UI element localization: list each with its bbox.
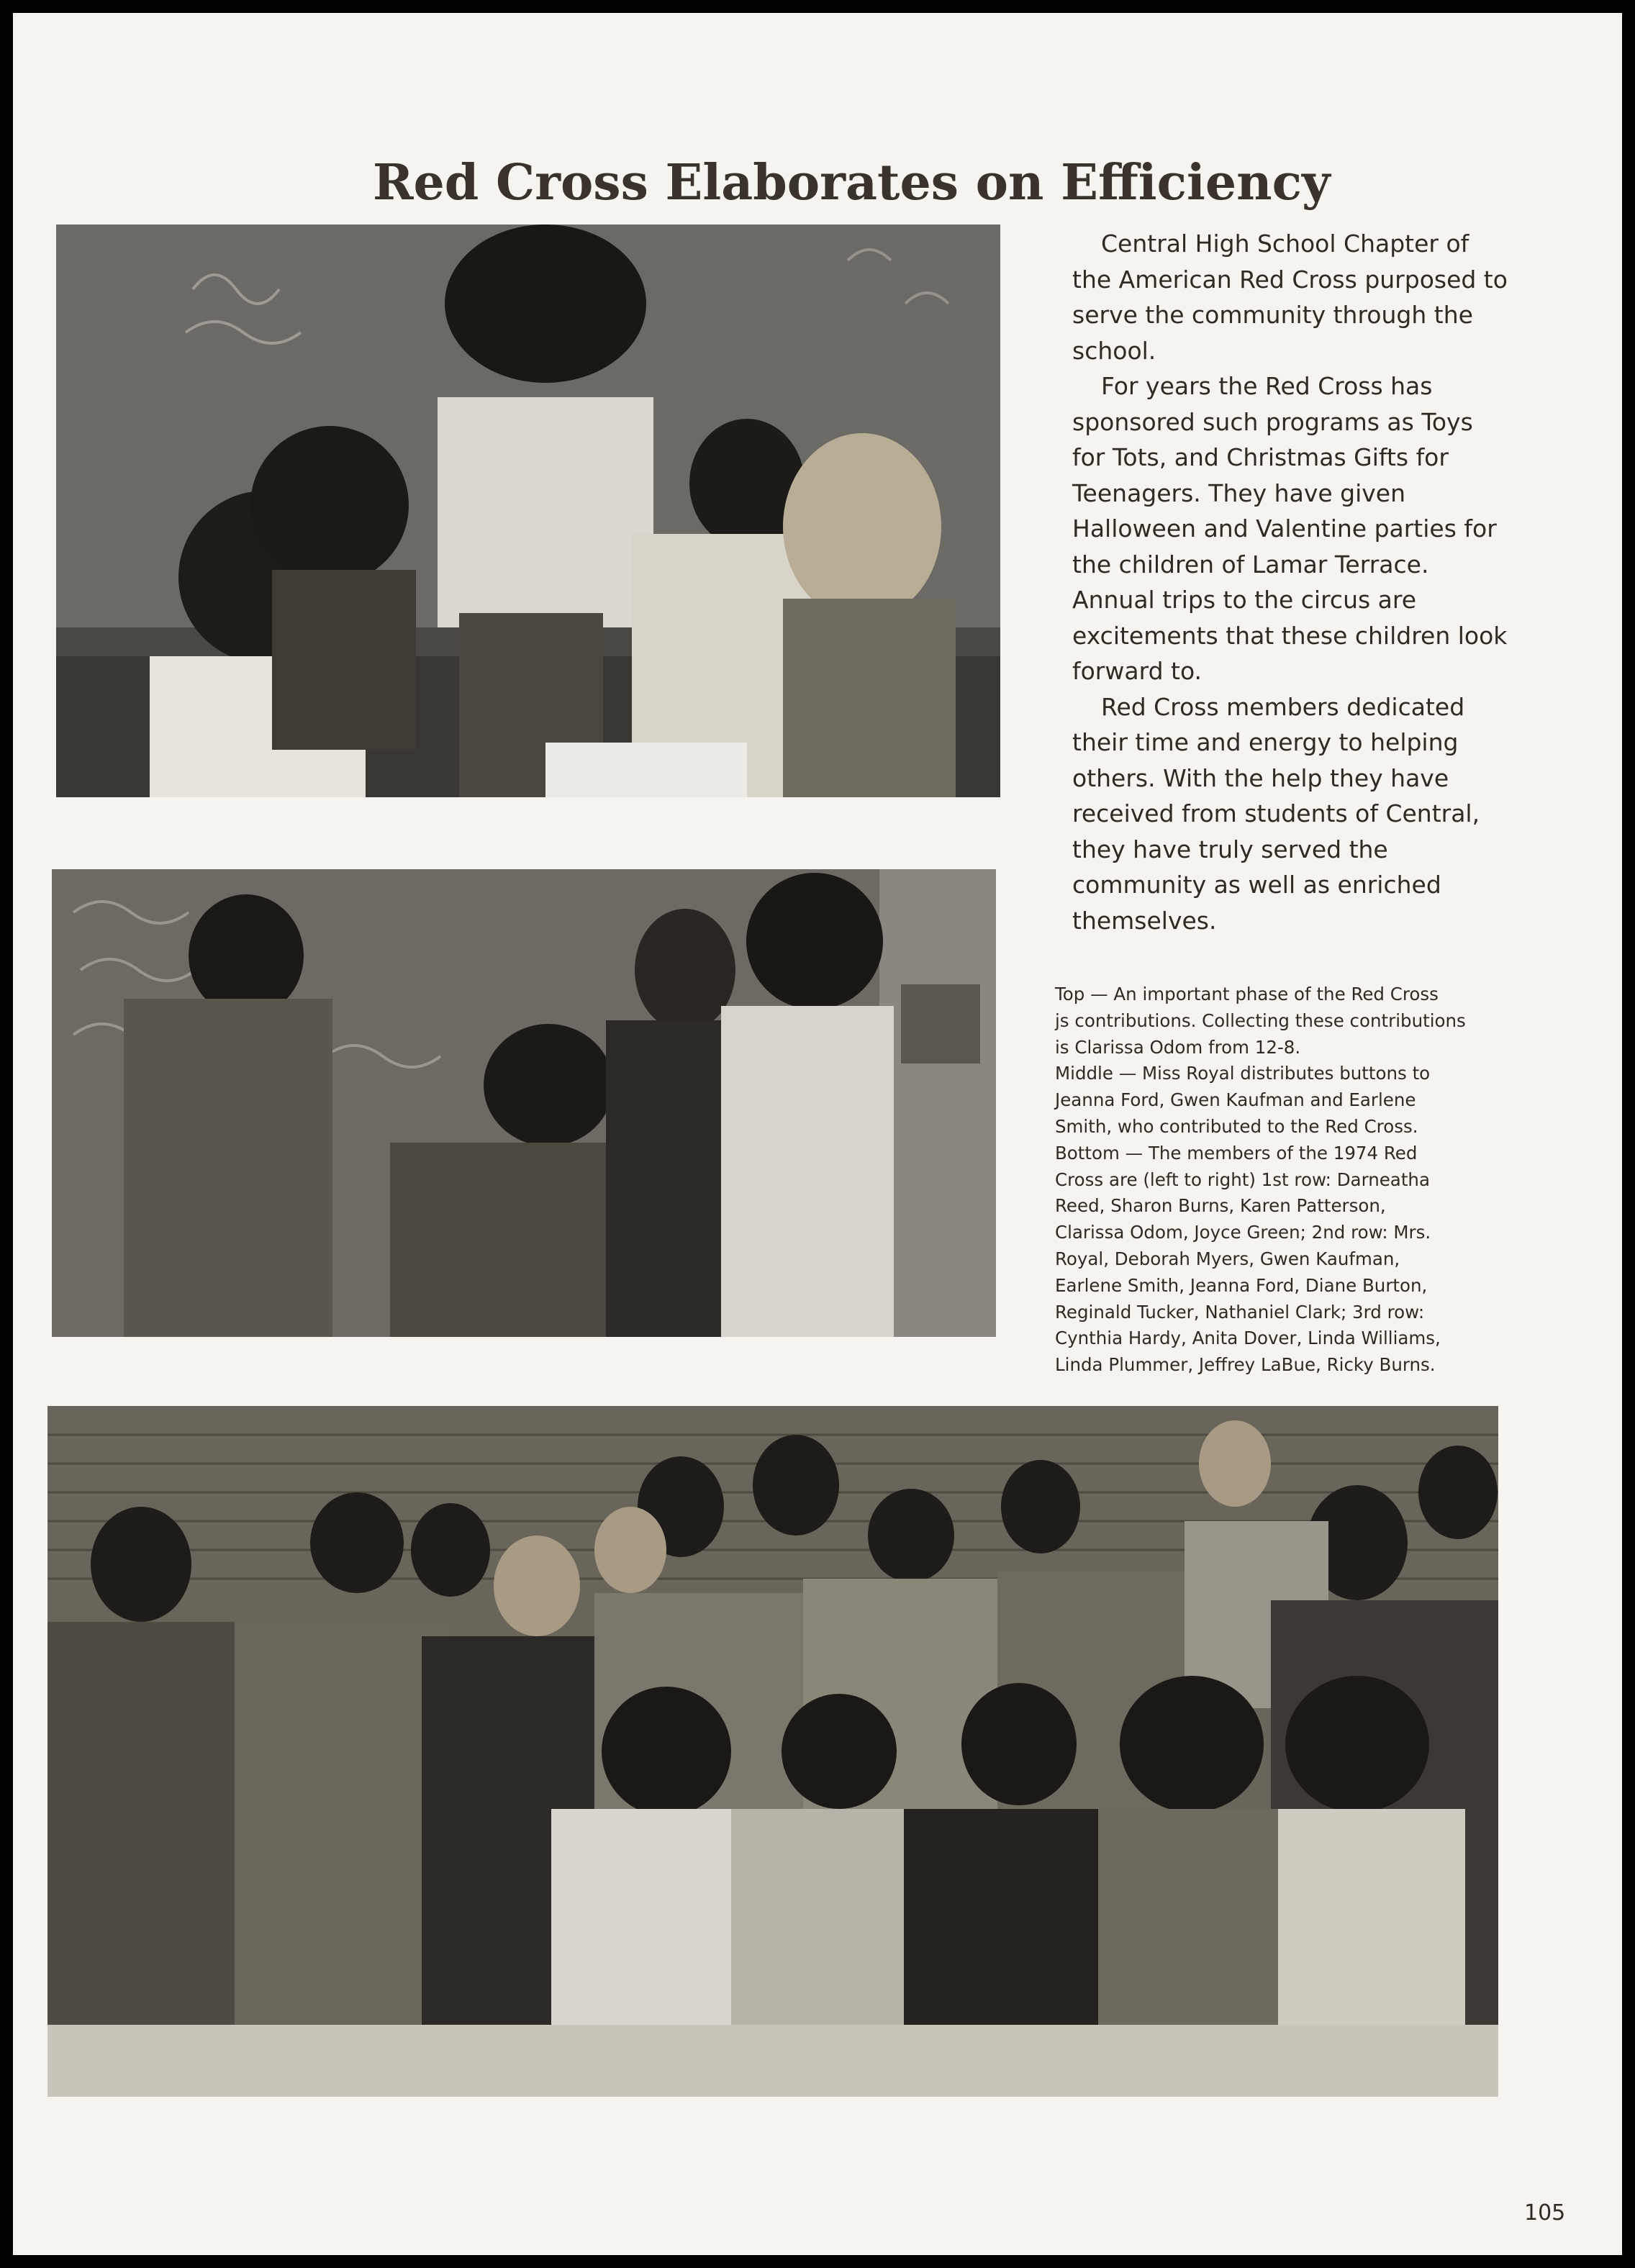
page-title: Red Cross Elaborates on Efficiency — [373, 154, 1331, 212]
article-paragraph: For years the Red Cross has sponsored such programs as Toys for Tots, and Christmas Gifts for Teenagers. They have given Halloween and Valentine parties for the children of Lamar Terrace. Annual trips to the circus are excitements that these children look forward to. — [1072, 372, 1508, 685]
page-number: 105 — [1524, 2200, 1566, 2226]
article-paragraph: Red Cross members dedicated their time and energy to helping others. With the help they have received from students of Central, they have truly served the community as well as enriched themselves. — [1072, 692, 1480, 935]
photo-top-contributions — [56, 224, 1000, 797]
article-paragraph: Central High School Chapter of the American Red Cross purposed to serve the community through the school. — [1072, 230, 1508, 365]
yearbook-page — [13, 13, 1622, 2255]
article-body — [1072, 226, 1533, 938]
photo-top-image — [56, 224, 1000, 797]
photo-middle-image — [52, 869, 996, 1337]
photo-bottom-image — [47, 1406, 1498, 2097]
photo-caption: Top — An important phase of the Red Cross js contributions. Collecting these contributions is Clarissa Odom from 12-8. Middle — Miss Royal distributes buttons to Jeanna Ford, Gwen Kaufman and Earlene Smith, who contributed to the Red Cross. Bottom — The members of the 1974 Red Cross are (left to right) 1st row: Darneatha Reed, Sharon Burns, Karen Patterson, Clarissa Odom, Joyce Green; 2nd row: Mrs. Royal, Deborah Myers, Gwen Kaufman, Earlene Smith, Jeanna Ford, Diane Burton, Reginald Tucker, Nathaniel Clark; 3rd row: Cynthia Hardy, Anita Dover, Linda Williams, Linda Plummer, Jeffrey LaBue, Ricky Burns. — [1055, 984, 1466, 1376]
photo-bottom-group — [47, 1406, 1498, 2097]
photo-middle-buttons — [52, 869, 996, 1337]
